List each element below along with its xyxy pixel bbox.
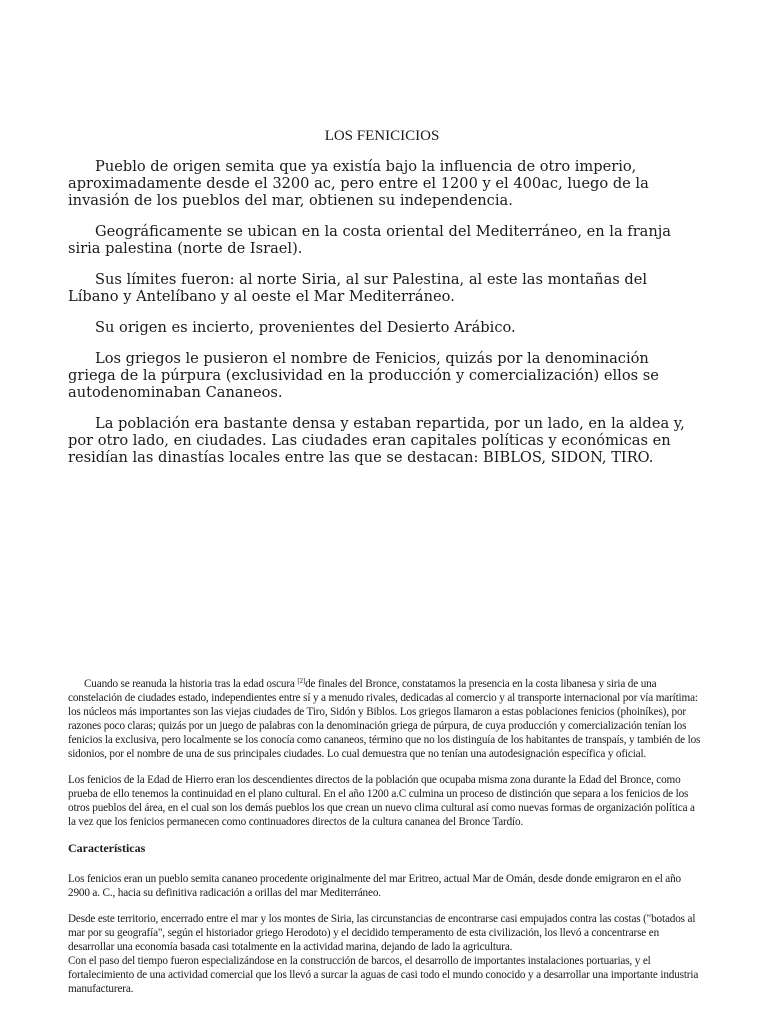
article-section (68, 674, 702, 1008)
article-paragraph-territory: Desde este territorio, encerrado entre el mar y los montes de Siria, las circunstancias de encontrarse casi empujados contra las costas ("botados al mar por su geografía", según el historiador griego Herodoto) y el decidido temperamento de esta civilización, los llevó a concentrarse en desarrollar una economía basada casi totalmente en la actividad marina, dejando de lado la agricultura. (68, 913, 696, 953)
article-paragraph-ships: Con el paso del tiempo fueron especializándose en la construcción de barcos, el desarrollo de importantes instalaciones portuarias, y el fortalecimiento de una actividad comercial que los llevó a surcar la aguas de casi todo el mundo conocido y a desarrollar una importante industria manufacturera. (68, 955, 699, 995)
article-intro (68, 674, 702, 761)
paragraph-name: Los griegos le pusieron el nombre de Fenicios, quizás por la denominación griega de la púrpura (exclusividad en la producción y comercialización) ellos se autodenominaban Cananeos. (68, 350, 659, 401)
section-heading: Características (68, 841, 146, 855)
article-paragraph-iron-age: Los fenicios de la Edad de Hierro eran los descendientes directos de la población que ocupaba misma zona durante la Edad del Bronce, como prueba de ello tenemos la continuidad en el plano cultural. En el año 1200 a.C culmina un proceso de distinción que separa a los fenicios de los otros pueblos del área, en el cual son los demás pueblos los que crean un nuevo clima cultural así como nuevas formas de organización política a la vez que los fenicios permanecen como continuadores directos de la cultura cananea del Bronce Tardío. (68, 774, 695, 828)
paragraph-population: La población era bastante densa y estaban repartida, por un lado, en la aldea y, por otro lado, en ciudades. Las ciudades eran capitales políticas y económicas en residían las dinastías locales entre las que se destacan: BIBLOS, SIDON, TIRO. (68, 415, 685, 466)
paragraph-uncertain-origin: Su origen es incierto, provenientes del Desierto Arábico. (95, 319, 516, 336)
intro-text-end: de finales del Bronce, constatamos la presencia en la costa libanesa y siria de una constelación de ciudades estado, independientes entre sí y a menudo rivales, dedicadas al comercio y al transporte internacional por vía marítima: los núcleos más importantes son las viejas ciudades de Tiro, Sidón y Biblos. Los griegos llamaron a estas poblaciones fenicios (phoiníkes), por razones poco claras; quizás por un juego de palabras con la denominación griega de púrpura, de cuya producción y comercialización tenían los fenicios la exclusiva, pero localmente se los conocía como cananeos, término que no los distinguía de los habitantes de transpaís, y también de los sidonios, por el nombre de una de sus principales ciudades. Lo cual demuestra que no tenían una autodesignación específica y oficial. (68, 678, 701, 760)
paragraph-location: Geográficamente se ubican en la costa oriental del Mediterráneo, en la franja siria palestina (norte de Israel). (68, 223, 671, 257)
footnote-link[interactable]: [2] (297, 677, 306, 685)
document-title: LOS FENICICIOS (324, 128, 440, 144)
top-section (68, 128, 696, 480)
paragraph-origin: Pueblo de origen semita que ya existía bajo la influencia de otro imperio, aproximadamente desde el 3200 ac, pero entre el 1200 y el 400ac, luego de la invasión de los pueblos del mar, obtienen su independencia. (68, 158, 649, 209)
article-paragraph-origin: Los fenicios eran un pueblo semita cananeo procedente originalmente del mar Eritreo, actual Mar de Omán, desde donde emigraron en el año 2900 a. C., hacia su definitiva radicación a orillas del mar Mediterráneo. (68, 873, 682, 899)
paragraph-limits: Sus límites fueron: al norte Siria, al sur Palestina, al este las montañas del Líbano y Antelíbano y al oeste el Mar Mediterráneo. (68, 271, 648, 305)
intro-text-start: Cuando se reanuda la historia tras la edad oscura (84, 678, 298, 690)
